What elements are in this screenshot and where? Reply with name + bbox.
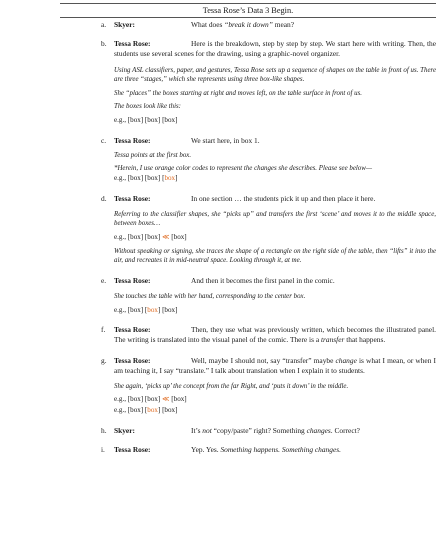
speech-text: is what I mean, or when I am teaching it, I say “translate.” I talk about translation when I explain it to students. xyxy=(114,355,437,375)
transcript-entry-h xyxy=(101,425,436,436)
box-sequence xyxy=(114,233,436,243)
move-arrow-icon: ≪ xyxy=(162,232,170,241)
box-sequence xyxy=(114,174,436,184)
speech-text: Yep. Yes. xyxy=(191,444,221,454)
transcript-entry-a xyxy=(101,20,436,30)
observation-note: Using ASL classifiers, paper, and gestures, Tessa Rose sets up a sequence of shapes on the table in front of us. There are three “stages,” which she represents using three box-like shapes. xyxy=(114,66,436,84)
entry-speech xyxy=(191,426,436,436)
entry-speaker: Tessa Rose: xyxy=(114,355,151,365)
speech-emphasis: not xyxy=(202,425,212,435)
entry-letter: a. xyxy=(101,20,107,29)
entry-speaker: Tessa Rose: xyxy=(114,325,151,335)
box-text: ] [box] xyxy=(157,305,178,314)
transcript-entry-c xyxy=(101,135,436,184)
move-arrow-icon: ≪ xyxy=(162,394,170,403)
highlighted-box: box xyxy=(147,305,158,314)
entry-letter: f. xyxy=(101,325,106,335)
entry-speech xyxy=(114,356,436,376)
entry-letter: b. xyxy=(101,39,107,49)
entry-speech: Here is the breakdown, step by step by step. We start here with writing. Then, the students use several scenes for the drawing, using a graphic-novel organizer. xyxy=(114,39,436,59)
entry-letter: d. xyxy=(101,193,107,203)
speech-emphasis: changes xyxy=(306,425,331,435)
entry-speaker: Skyer: xyxy=(114,425,135,435)
speech-text: mean? xyxy=(272,20,294,29)
observation-note: *Herein, I use orange color codes to represent the changes she describes. Please see below— xyxy=(114,165,372,173)
observation-note: She touches the table with her hand, corresponding to the center box. xyxy=(114,292,306,300)
observation-note: The boxes look like this: xyxy=(114,103,181,111)
entry-speaker: Skyer: xyxy=(114,20,135,29)
speech-text: It’s xyxy=(191,425,203,435)
entry-speaker: Tessa Rose: xyxy=(114,135,151,145)
data-section-title: Tessa Rose’s Data 3 Begin. xyxy=(202,6,294,15)
observation-note: Referring to the classifier shapes, she “picks up” and transfers the first ‘scene’ and moves it to the middle space, between boxes… xyxy=(114,210,436,228)
entry-letter: c. xyxy=(101,135,107,145)
observation-note: Tessa points at the first box. xyxy=(114,151,192,159)
entry-speech xyxy=(114,325,436,345)
entry-speaker: Tessa Rose: xyxy=(114,193,151,203)
entry-speech xyxy=(191,20,436,30)
speech-text: that happens. xyxy=(344,335,386,345)
transcript-entry-i xyxy=(101,444,436,455)
box-text: e.g., [box] [box] xyxy=(114,394,163,403)
speech-text: Then, they use what was previously written, which becomes the illustrated panel. The writing is translated into the visual panel of the comic. There is a xyxy=(114,325,436,345)
entry-speaker: Tessa Rose: xyxy=(114,275,151,285)
entry-letter: i. xyxy=(101,444,105,454)
box-text: [box] xyxy=(169,232,187,241)
entry-letter: e. xyxy=(101,275,107,285)
box-text: e.g., [box] [box] xyxy=(114,232,163,241)
box-text: e.g., [box] [ xyxy=(114,406,148,415)
entry-speech: And then it becomes the first panel in the comic. xyxy=(191,275,335,285)
box-sequence xyxy=(114,395,436,405)
highlighted-box: box xyxy=(164,173,176,182)
box-text: ] [box] xyxy=(157,406,178,415)
entry-speaker: Tessa Rose: xyxy=(114,39,151,49)
entry-letter: g. xyxy=(101,355,107,365)
highlighted-box: box xyxy=(147,406,158,415)
box-text: [box] xyxy=(169,394,187,403)
speech-emphasis: transfer xyxy=(320,335,345,345)
speech-text: What does xyxy=(191,20,225,29)
entry-speaker: Tessa Rose: xyxy=(114,444,151,454)
speech-text: Well, maybe I should not, say “transfer” maybe xyxy=(191,355,336,365)
transcript-entry-g xyxy=(101,355,437,416)
box-sequence: e.g., [box] [box] [box] xyxy=(114,115,178,124)
transcript-entry-d xyxy=(101,193,436,266)
speech-emphasis: “break it down” xyxy=(224,20,273,29)
transcript xyxy=(101,20,437,455)
entry-letter: h. xyxy=(101,425,107,435)
box-text: e.g., [box] [ xyxy=(114,305,148,314)
entry-speech: We start here, in box 1. xyxy=(191,135,260,145)
entry-speech: In one section … the students pick it up and then place it here. xyxy=(191,193,376,203)
transcript-entry-b xyxy=(101,39,436,125)
speech-emphasis: change xyxy=(335,355,357,365)
data-section-header xyxy=(60,3,436,18)
box-text: ] xyxy=(175,173,178,182)
observation-note: She again, ‘picks up’ the concept from the far Right, and ‘puts it down’ in the middle. xyxy=(114,382,349,390)
transcript-entry-f xyxy=(101,325,436,345)
box-text: e.g., [box] [box] [ xyxy=(114,173,165,182)
transcript-entry-e xyxy=(101,275,436,315)
entry-speech xyxy=(191,445,436,455)
box-sequence xyxy=(114,306,436,316)
speech-text: “copy/paste” right? Something xyxy=(211,425,307,435)
speech-emphasis: Something happens. Something changes. xyxy=(220,444,341,454)
box-sequence xyxy=(114,406,436,416)
speech-text: . Correct? xyxy=(330,425,360,435)
observation-note: She “places” the boxes starting at right and moves left, on the table surface in front of us. xyxy=(114,89,362,97)
observation-note: Without speaking or signing, she traces the shape of a rectangle on the right side of the table, then “lifts” it into the air, and recreates it in mid-neutral space. Looking through it, at me. xyxy=(114,247,436,265)
